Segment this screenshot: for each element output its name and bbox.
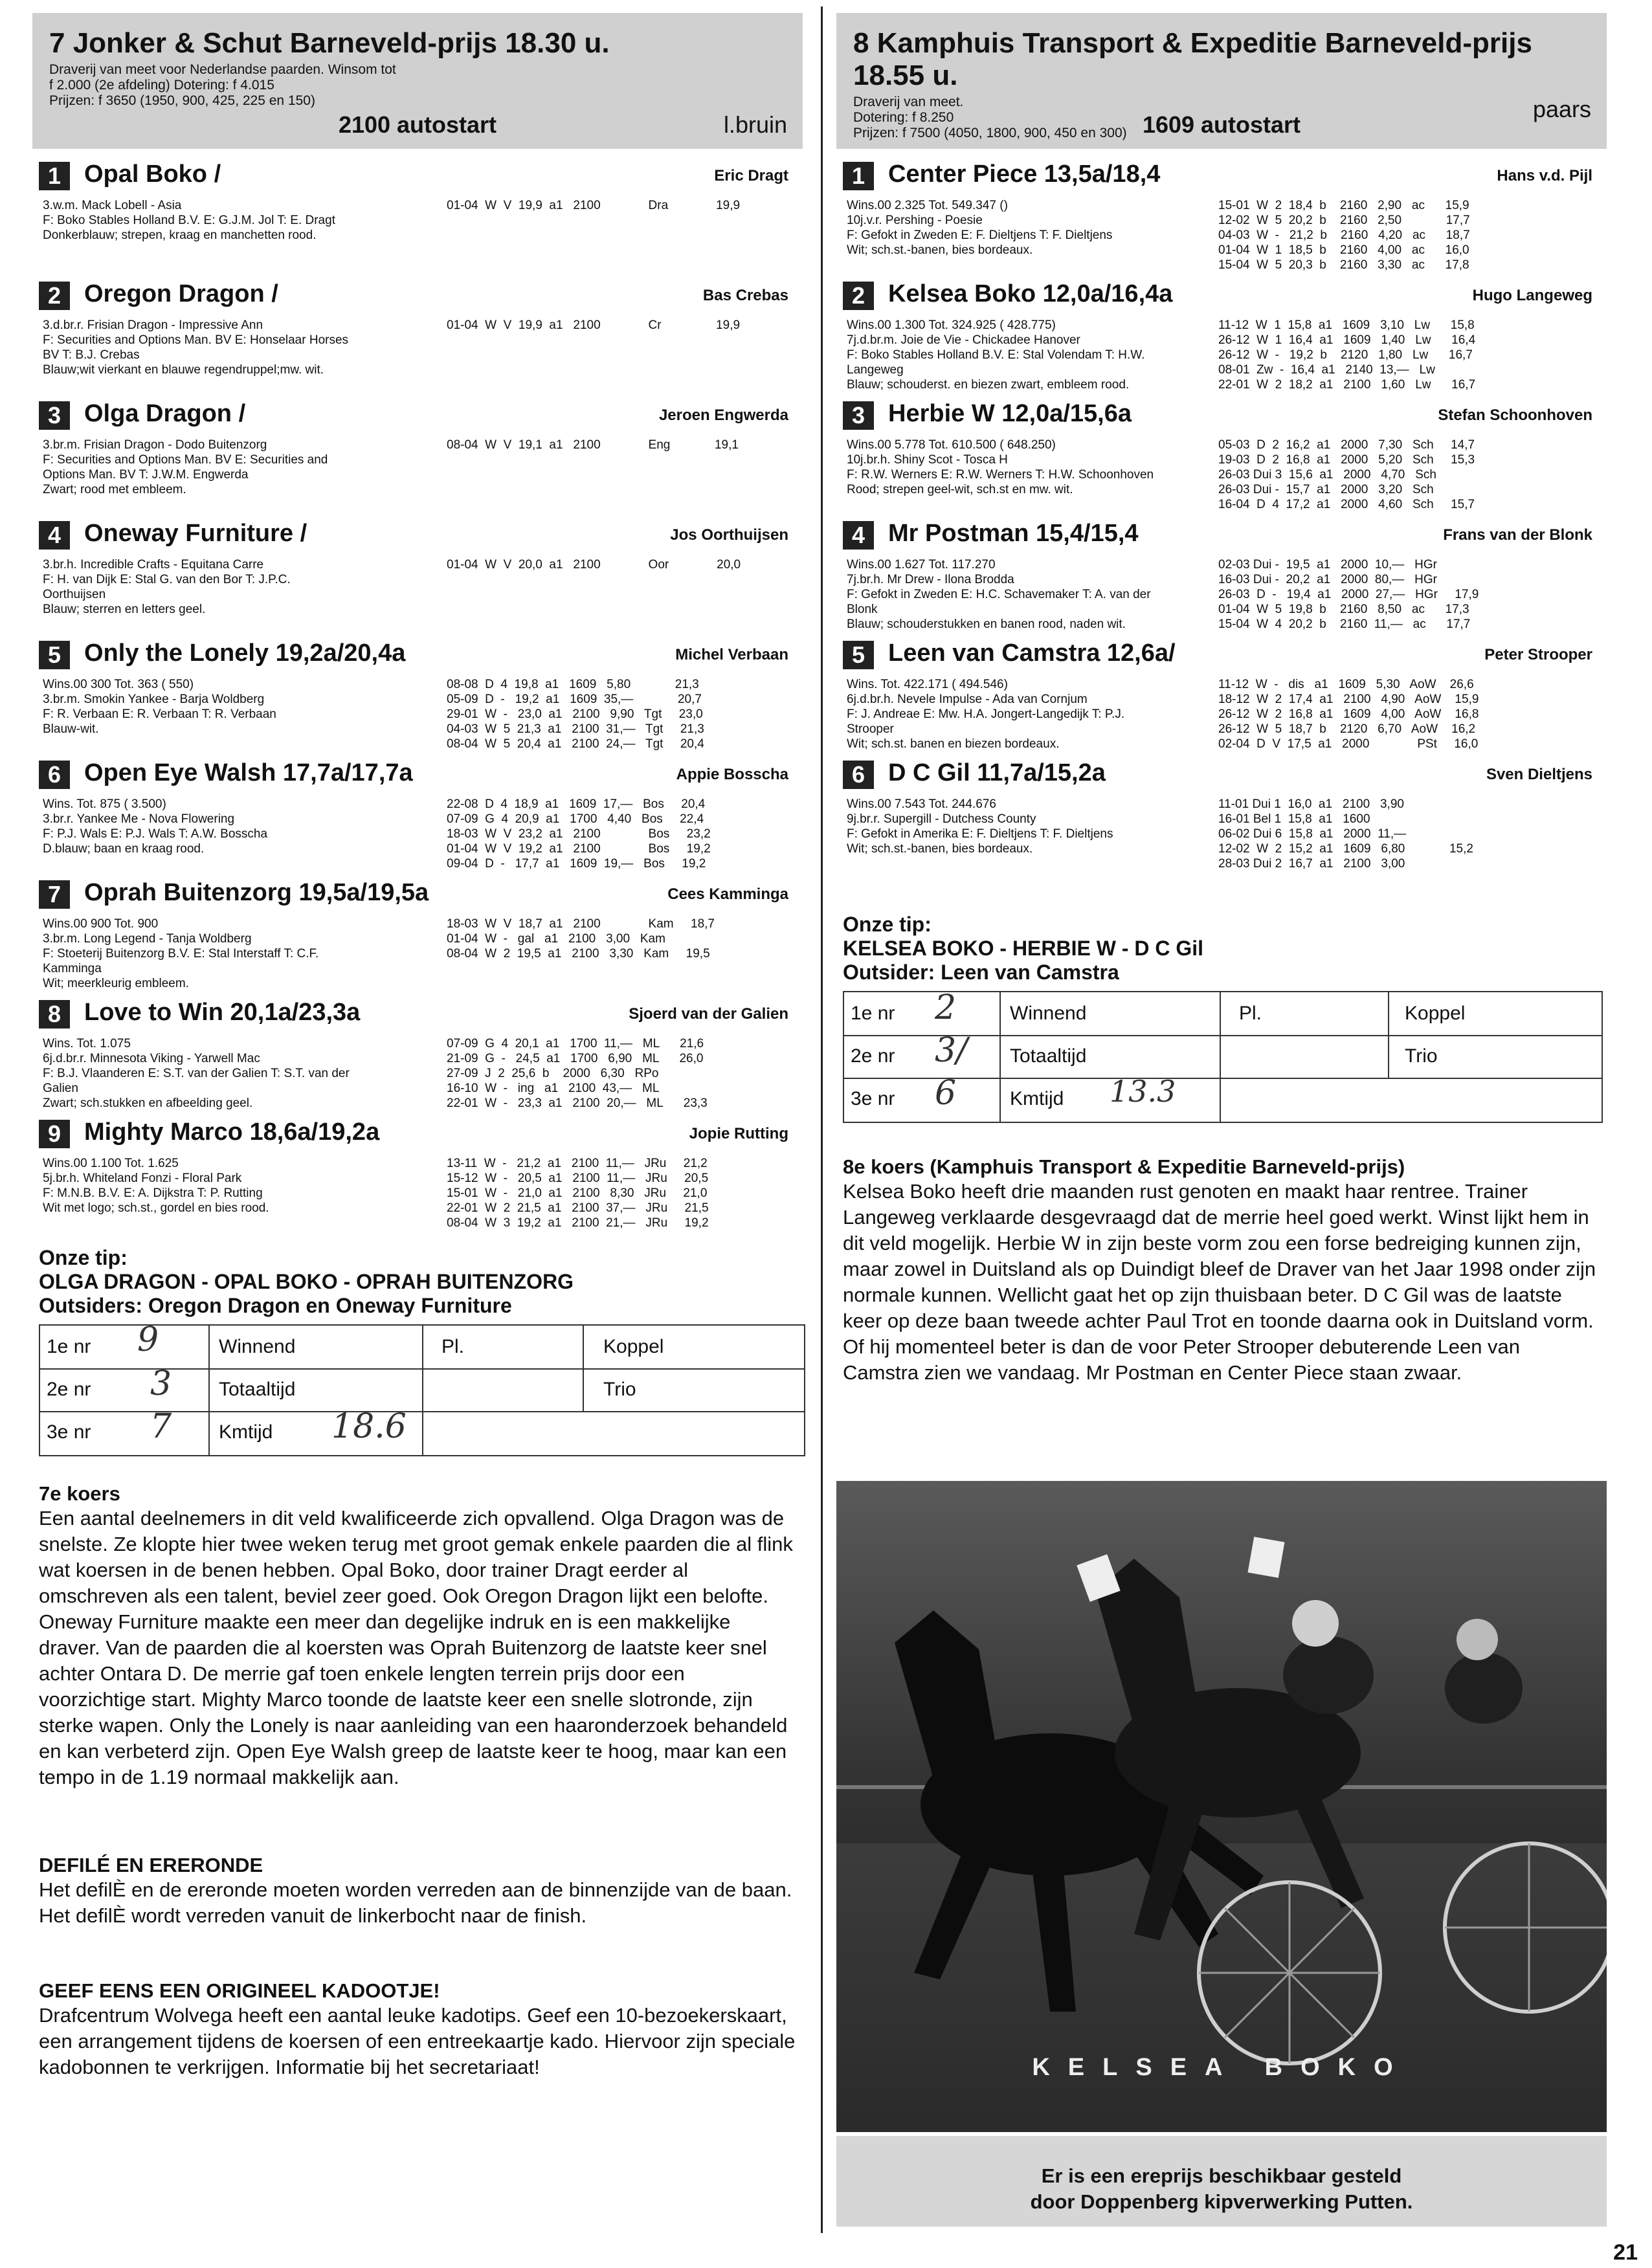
race-history-row: 26-12 W 1 16,4 a1 1609 1,40 Lw 16,4: [1218, 333, 1476, 347]
horse-race-history: [447, 1036, 708, 1111]
horse-name: Opal Boko /: [84, 161, 221, 188]
harness-race-illustration: [836, 1481, 1607, 2132]
trainer-name: Eric Dragt: [714, 167, 788, 184]
tip-row-label: 1e nr: [47, 1336, 91, 1357]
race-history-row: 02-03 Dui - 19,5 a1 2000 10,— HGr: [1218, 558, 1437, 572]
race8-title: 8 Kamphuis Transport & Expeditie Barneveld-prijs 18.55 u.: [853, 27, 1532, 91]
article-title: 7e koers: [39, 1482, 120, 1505]
horse-entry: [32, 149, 803, 269]
horse-info-line: Rood; strepen geel-wit, sch.st en mw. wit.: [847, 483, 1073, 496]
horse-entry: [32, 748, 803, 871]
horse-info: [43, 677, 444, 737]
race-history-row: 26-03 Dui - 15,7 a1 2000 3,20 Sch: [1218, 483, 1434, 496]
trainer-name: Hugo Langeweg: [1472, 287, 1592, 304]
handwritten-entry: 3: [150, 1364, 172, 1403]
horse-race-history: [1218, 198, 1470, 272]
tip-pl-label: Pl.: [441, 1336, 465, 1357]
horse-info-line: Wins. Tot. 875 ( 3.500): [43, 797, 166, 811]
horse-info-line: F: Stoeterij Buitenzorg B.V. E: Stal Interstaff T: C.F.: [43, 947, 319, 961]
trainer-name: Michel Verbaan: [675, 646, 788, 663]
race-history-row: 16-04 D 4 17,2 a1 2000 4,60 Sch 15,7: [1218, 498, 1475, 511]
prize-line: Er is een ereprijs beschikbaar gesteld: [1041, 2164, 1402, 2187]
tip-title: Onze tip:: [843, 913, 932, 936]
race-history-row: 01-04 W V 19,9 a1 2100 Cr 19,9: [447, 318, 741, 332]
horse-info-line: 5j.br.h. Whiteland Fonzi - Floral Park: [43, 1172, 242, 1185]
horse-number: 4: [39, 521, 70, 550]
tip-outsiders: Outsiders: Oregon Dragon en Oneway Furniture: [39, 1294, 512, 1317]
horse-info-line: Blauw; sterren en letters geel.: [43, 603, 206, 616]
horse-info: [43, 557, 444, 617]
horse-race-history: [447, 438, 739, 452]
horse-race-history: [1218, 797, 1473, 871]
horse-info-line: Wit; sch.st.-banen, bies bordeaux.: [847, 842, 1033, 856]
horse-info: [43, 917, 444, 991]
horse-info-line: F: Boko Stables Holland B.V. E: Stal Volendam T: H.W.: [847, 348, 1145, 362]
horse-info-line: Options Man. BV T: J.W.M. Engwerda: [43, 468, 249, 482]
handwritten-entry: 7: [150, 1407, 172, 1446]
table-line: [583, 1326, 584, 1412]
tip-row-label: 3e nr: [851, 1088, 895, 1109]
horse-number: 9: [39, 1120, 70, 1148]
race7-color: l.bruin: [723, 111, 787, 138]
horse-race-history: [1218, 557, 1479, 632]
horse-info-line: Wins.00 900 Tot. 900: [43, 917, 159, 931]
race-history-row: 12-02 W 2 15,2 a1 1609 6,80 15,2: [1218, 842, 1473, 856]
horse-info-line: F: P.J. Wals E: P.J. Wals T: A.W. Bosscha: [43, 827, 268, 841]
race-history-row: 19-03 D 2 16,8 a1 2000 5,20 Sch 15,3: [1218, 453, 1475, 467]
race8-article: [836, 1155, 1607, 1386]
handwritten-entry: 6: [935, 1074, 957, 1113]
race-history-row: 16-03 Dui - 20,2 a1 2000 80,— HGr: [1218, 573, 1437, 586]
horse-info-line: Blonk: [847, 603, 878, 616]
horse-name: Oregon Dragon /: [84, 280, 278, 307]
horse-info: [847, 797, 1209, 856]
horse-info-line: Blauw;wit vierkant en blauwe regendruppel;mw. wit.: [43, 363, 324, 377]
tip-col-label: Totaaltijd: [219, 1379, 296, 1400]
race7-distance: 2100 autostart: [338, 111, 497, 138]
race-history-row: 01-04 W V 19,2 a1 2100 Bos 19,2: [447, 842, 711, 856]
horse-info-line: Oorthuijsen: [43, 588, 106, 601]
handwritten-entry: 13.3: [1110, 1074, 1176, 1109]
race-history-row: 05-03 D 2 16,2 a1 2000 7,30 Sch 14,7: [1218, 438, 1475, 452]
horse-entry: [836, 149, 1607, 272]
race7-article: [32, 1482, 803, 1790]
race-history-row: 26-03 D - 19,4 a1 2000 27,— HGr 17,9: [1218, 588, 1479, 601]
horse-info-line: 9j.br.r. Supergill - Dutchess County: [847, 812, 1036, 826]
trainer-name: Sjoerd van der Galien: [629, 1005, 788, 1023]
horse-name: Mighty Marco 18,6a/19,2a: [84, 1118, 380, 1146]
horse-name: Open Eye Walsh 17,7a/17,7a: [84, 759, 413, 786]
race-history-row: 05-09 D - 19,2 a1 1609 35,— 20,7: [447, 693, 702, 706]
horse-info-line: F: M.N.B. B.V. E: A. Dijkstra T: P. Rutting: [43, 1186, 263, 1200]
table-line: [1220, 992, 1221, 1122]
race-history-row: 15-01 W 2 18,4 b 2160 2,90 ac 15,9: [1218, 199, 1469, 212]
horse-info-line: Wins.00 1.627 Tot. 117.270: [847, 558, 996, 572]
horse-info: [43, 797, 444, 856]
horse-entry: [32, 508, 803, 628]
horse-info: [43, 1156, 444, 1216]
horse-info-line: 3.br.m. Frisian Dragon - Dodo Buitenzorg: [43, 438, 267, 452]
race8-info-line: Dotering: f 8.250: [853, 110, 954, 125]
tip-col-label: Totaaltijd: [1010, 1045, 1087, 1067]
horse-name: Herbie W 12,0a/15,6a: [888, 400, 1132, 427]
race-history-row: 16-01 Bel 1 15,8 a1 1600: [1218, 812, 1370, 826]
horse-info-line: D.blauw; baan en kraag rood.: [43, 842, 205, 856]
horse-race-history: [1218, 438, 1475, 512]
horse-name: Mr Postman 15,4/15,4: [888, 520, 1139, 547]
race7-horse-list: [32, 149, 803, 1230]
horse-info-line: Blauw; schouderstukken en banen rood, naden wit.: [847, 617, 1126, 631]
horse-entry: [836, 628, 1607, 751]
race-photo: [836, 1481, 1607, 2132]
race-history-row: 22-01 W 2 21,5 a1 2100 37,— JRu 21,5: [447, 1201, 709, 1215]
kado-section: [32, 1979, 803, 2080]
horse-info-line: 3.d.br.r. Frisian Dragon - Impressive Ann: [43, 318, 263, 332]
horse-info-line: 3.br.r. Yankee Me - Nova Flowering: [43, 812, 235, 826]
race8-distance: 1609 autostart: [1142, 111, 1301, 138]
table-line: [422, 1326, 423, 1455]
trainer-name: Hans v.d. Pijl: [1497, 167, 1592, 184]
race-history-row: 09-04 D - 17,7 a1 1609 19,— Bos 19,2: [447, 857, 706, 871]
race-history-row: 01-04 W - gal a1 2100 3,00 Kam: [447, 932, 665, 946]
race-history-row: 28-03 Dui 2 16,7 a1 2100 3,00: [1218, 857, 1405, 871]
trainer-name: Stefan Schoonhoven: [1438, 406, 1592, 424]
horse-number: 4: [843, 521, 874, 550]
race-history-row: 26-12 W 2 16,8 a1 1609 4,00 AoW 16,8: [1218, 707, 1479, 721]
horse-info-line: 3.br.m. Smokin Yankee - Barja Woldberg: [43, 693, 265, 706]
trainer-name: Jeroen Engwerda: [658, 406, 788, 424]
race7-info-line: f 2.000 (2e afdeling) Dotering: f 4.015: [49, 78, 274, 93]
horse-info: [847, 318, 1209, 392]
race-history-row: 21-09 G - 24,5 a1 1700 6,90 ML 26,0: [447, 1052, 704, 1065]
horse-info-line: 6j.d.br.r. Minnesota Viking - Yarwell Mac: [43, 1052, 260, 1065]
horse-race-history: [447, 318, 740, 333]
race7-header: [32, 13, 803, 149]
race-history-row: 11-12 W - dis a1 1609 5,30 AoW 26,6: [1218, 678, 1474, 691]
horse-info: [43, 318, 444, 377]
race-history-row: 11-01 Dui 1 16,0 a1 2100 3,90: [1218, 797, 1404, 811]
tip-row-label: 1e nr: [851, 1003, 895, 1024]
race7-info-line: Prijzen: f 3650 (1950, 900, 425, 225 en 150): [49, 93, 315, 108]
race-history-row: 22-01 W - 23,3 a1 2100 20,— ML 23,3: [447, 1096, 708, 1110]
table-line: [208, 1326, 210, 1455]
race-history-row: 26-03 Dui 3 15,6 a1 2000 4,70 Sch: [1218, 468, 1436, 482]
horse-info-line: F: Securities and Options Man. BV E: Honselaar Horses: [43, 333, 349, 347]
horse-info-line: Wins.00 5.778 Tot. 610.500 ( 648.250): [847, 438, 1056, 452]
horse-info-line: Strooper: [847, 722, 894, 736]
horse-info-line: F: J. Andreae E: Mw. H.A. Jongert-Langedijk T: P.J.: [847, 707, 1125, 721]
horse-info: [43, 1036, 444, 1111]
kado-body: Drafcentrum Wolvega heeft een aantal leuke kadotips. Geef een 10-bezoekerskaart, een arrangement tijdens de koersen of een entreekaartje kado. Hiervoor zijn speciale kadobonnen te verkrijgen. Informatie bij het secretariaat!: [39, 2004, 796, 2078]
horse-info-line: Wit met logo; sch.st., gordel en bies rood.: [43, 1201, 269, 1215]
horse-info: [847, 557, 1209, 632]
race-history-row: 07-09 G 4 20,9 a1 1700 4,40 Bos 22,4: [447, 812, 704, 826]
tip-koppel-label: Koppel: [603, 1336, 664, 1357]
horse-number: 6: [843, 761, 874, 789]
prize-line: door Doppenberg kipverwerking Putten.: [1030, 2190, 1413, 2213]
tip-row-label: 2e nr: [851, 1045, 895, 1067]
trainer-name: Peter Strooper: [1484, 646, 1592, 663]
horse-info-line: Zwart; sch.stukken en afbeelding geel.: [43, 1096, 253, 1110]
table-line: [999, 992, 1001, 1122]
horse-info: [847, 677, 1209, 751]
horse-info-line: Wins.00 7.543 Tot. 244.676: [847, 797, 996, 811]
race-history-row: 01-04 W V 19,9 a1 2100 Dra 19,9: [447, 199, 741, 212]
race-history-row: 26-12 W - 19,2 b 2120 1,80 Lw 16,7: [1218, 348, 1473, 362]
tip-col-label: Kmtijd: [1010, 1088, 1064, 1109]
horse-number: 7: [39, 880, 70, 909]
trainer-name: Frans van der Blonk: [1443, 526, 1592, 544]
horse-info: [43, 198, 444, 243]
tip-col-label: Winnend: [1010, 1003, 1087, 1024]
horse-info-line: Blauw; schouderst. en biezen zwart, embleem rood.: [847, 378, 1130, 392]
race-history-row: 18-03 W V 18,7 a1 2100 Kam 18,7: [447, 917, 715, 931]
horse-info-line: F: R. Verbaan E: R. Verbaan T: R. Verbaan: [43, 707, 276, 721]
kado-title: GEEF EENS EEN ORIGINEEL KADOOTJE!: [39, 1979, 440, 2002]
race-history-row: 27-09 J 2 25,6 b 2000 6,30 RPo: [447, 1067, 659, 1080]
handwritten-entry: 18.6: [331, 1407, 407, 1446]
horse-entry: [836, 388, 1607, 511]
horse-info: [847, 438, 1209, 497]
trainer-name: Jopie Rutting: [689, 1125, 788, 1142]
horse-info-line: Donkerblauw; strepen, kraag en manchetten rood.: [43, 228, 317, 242]
horse-info-line: F: Gefokt in Zweden E: F. Dieltjens T: F. Dieltjens: [847, 228, 1113, 242]
race-history-row: 15-04 W 4 20,2 b 2160 11,— ac 17,7: [1218, 617, 1471, 631]
horse-number: 8: [39, 1000, 70, 1028]
race8-horse-list: [836, 149, 1607, 871]
horse-race-history: [447, 198, 740, 213]
race-history-row: 22-08 D 4 18,9 a1 1609 17,— Bos 20,4: [447, 797, 706, 811]
horse-race-history: [447, 797, 711, 871]
race-history-row: 18-03 W V 23,2 a1 2100 Bos 23,2: [447, 827, 711, 841]
race-history-row: 06-02 Dui 6 15,8 a1 2000 11,—: [1218, 827, 1407, 841]
race8-column: [836, 0, 1607, 1386]
horse-name: Olga Dragon /: [84, 400, 246, 427]
race-history-row: 15-01 W - 21,0 a1 2100 8,30 JRu 21,0: [447, 1186, 708, 1200]
horse-name: Love to Win 20,1a/23,3a: [84, 999, 361, 1026]
article-body: Kelsea Boko heeft drie maanden rust genoten en maakt haar rentree. Trainer Langeweg verklaarde desgevraagd dat de merrie heel goed werkt. Winst lijkt hem in dit veld mogelijk. Herbie W in zijn beste vorm zou een forse bedreiging kunnen zijn, maar zowel in Duitsland als op Duindigt bleef de Draver van het Jaar 1998 onder zijn normale kunnen. Wellicht gaat het op zijn thuisbaan beter. D C Gil was de laatste keer op deze baan tweede achter Paul Trot en toonde daarna ook in Duitsland vorm. Of hij momenteel beter is dan de voor Peter Strooper debuterende Leen van Camstra zien we vandaag. Mr Postman en Center Piece staan zwaar.: [843, 1180, 1596, 1384]
horse-race-history: [447, 917, 715, 961]
page-number: 21: [1613, 2240, 1638, 2265]
horse-number: 1: [39, 162, 70, 190]
horse-number: 1: [843, 162, 874, 190]
race-history-row: 08-08 D 4 19,8 a1 1609 5,80 21,3: [447, 678, 699, 691]
race7-tip: [32, 1246, 803, 1456]
race-history-row: 04-03 W - 21,2 b 2160 4,20 ac 18,7: [1218, 228, 1470, 242]
horse-name: Only the Lonely 19,2a/20,4a: [84, 639, 406, 667]
tip-table: [843, 988, 1603, 1123]
race-history-row: 08-04 W 5 20,4 a1 2100 24,— Tgt 20,4: [447, 737, 704, 751]
tip-table: [39, 1320, 805, 1456]
race7-title: 7 Jonker & Schut Barneveld-prijs 18.30 u.: [49, 27, 610, 59]
horse-name: D C Gil 11,7a/15,2a: [888, 759, 1106, 786]
article-body: Een aantal deelnemers in dit veld kwalificeerde zich opvallend. Olga Dragon was de snelste. Ze klopte hier twee weken terug met groot gemak enkele paarden die al flink wat koersen in de benen hebben. Opal Boko, door trainer Dragt eerder al omschreven als een talent, beviel zeer goed. Ook Oregon Dragon lijkt een belofte. Oneway Furniture maakte een meer dan degelijke indruk en is een makkelijke draver. Van de paarden die al koersten was Oprah Buitenzorg de laatste keer snel achter Ontara D. De merrie gaf toen enkele lengten terrein prijs door een voorzichtige start. Mighty Marco toonde de laatste keer een snelle slotronde, zijn sterke wapen. Only the Lonely is naar aanleiding van een haaronderzoek behandeld en kan verbeterd zijn. Open Eye Walsh greep de laatste keer te hoog, maar kan een tempo in de 1.19 normaal makkelijk aan.: [39, 1507, 793, 1788]
race-history-row: 26-12 W 5 18,7 b 2120 6,70 AoW 16,2: [1218, 722, 1476, 736]
race-history-row: 01-04 W V 20,0 a1 2100 Oor 20,0: [447, 558, 741, 572]
race7-info-line: Draverij van meet voor Nederlandse paarden. Winsom tot: [49, 62, 396, 77]
horse-entry: [836, 748, 1607, 871]
race-history-row: 04-03 W 5 21,3 a1 2100 31,— Tgt 21,3: [447, 722, 704, 736]
horse-number: 3: [39, 401, 70, 430]
horse-info-line: Wit; meerkleurig embleem.: [43, 977, 189, 990]
race-history-row: 15-12 W - 20,5 a1 2100 11,— JRu 20,5: [447, 1172, 709, 1185]
horse-info-line: Blauw-wit.: [43, 722, 99, 736]
horse-info-line: Galien: [43, 1082, 78, 1095]
horse-info-line: BV T: B.J. Crebas: [43, 348, 140, 362]
horse-entry: [32, 867, 803, 990]
horse-info-line: F: Gefokt in Zweden E: H.C. Schavemaker T: A. van der: [847, 588, 1151, 601]
horse-info-line: F: Securities and Options Man. BV E: Securities and: [43, 453, 328, 467]
horse-entry: [32, 269, 803, 388]
race7-info: [49, 62, 541, 109]
race-history-row: 16-10 W - ing a1 2100 43,— ML: [447, 1082, 660, 1095]
tip-trio-label: Trio: [603, 1379, 636, 1400]
horse-info-line: F: Gefokt in Amerika E: F. Dieltjens T: F. Dieltjens: [847, 827, 1113, 841]
horse-race-history: [447, 557, 741, 572]
race-history-row: 08-04 W V 19,1 a1 2100 Eng 19,1: [447, 438, 739, 452]
horse-info-line: 7j.br.h. Mr Drew - Ilona Brodda: [847, 573, 1014, 586]
horse-info-line: 3.br.m. Long Legend - Tanja Woldberg: [43, 932, 252, 946]
handwritten-entry: 9: [137, 1320, 159, 1359]
horse-info-line: Kamminga: [43, 962, 102, 975]
horse-info-line: F: B.J. Vlaanderen E: S.T. van der Galien T: S.T. van der: [43, 1067, 350, 1080]
horse-info-line: Langeweg: [847, 363, 904, 377]
horse-info-line: 6j.d.br.h. Nevele Impulse - Ada van Cornjum: [847, 693, 1088, 706]
horse-info-line: 10j.v.r. Pershing - Poesie: [847, 214, 983, 227]
defile-body: Het defilÈ en de ereronde moeten worden verreden aan de binnenzijde van de baan. Het defilÈ wordt verreden vanuit de linkerbocht naar de finish.: [39, 1878, 792, 1927]
prize-notice: [836, 2136, 1607, 2227]
horse-info-line: Wins.00 1.100 Tot. 1.625: [43, 1157, 179, 1170]
race8-color: paars: [1532, 96, 1591, 122]
horse-entry: [836, 508, 1607, 631]
trainer-name: Bas Crebas: [702, 287, 788, 304]
race-history-row: 08-04 W 3 19,2 a1 2100 21,— JRu 19,2: [447, 1216, 709, 1230]
trainer-name: Cees Kamminga: [667, 885, 788, 903]
handwritten-entry: 3/: [935, 1031, 968, 1070]
race-history-row: 18-12 W 2 17,4 a1 2100 4,90 AoW 15,9: [1218, 693, 1479, 706]
tip-row-label: 2e nr: [47, 1379, 91, 1400]
table-line: [1388, 992, 1389, 1079]
race-history-row: 13-11 W - 21,2 a1 2100 11,— JRu 21,2: [447, 1157, 708, 1170]
race-history-row: 12-02 W 5 20,2 b 2160 2,50 17,7: [1218, 214, 1470, 227]
horse-number: 2: [843, 282, 874, 310]
race-history-row: 07-09 G 4 20,1 a1 1700 11,— ML 21,6: [447, 1037, 704, 1051]
horse-info: [847, 198, 1209, 258]
horse-info-line: Wins. Tot. 1.075: [43, 1037, 131, 1051]
horse-name: Leen van Camstra 12,6a/: [888, 639, 1176, 667]
horse-info-line: 3.br.h. Incredible Crafts - Equitana Carre: [43, 558, 264, 572]
tip-pl-label: Pl.: [1239, 1003, 1262, 1024]
horse-name: Oprah Buitenzorg 19,5a/19,5a: [84, 879, 429, 906]
trainer-name: Sven Dieltjens: [1486, 766, 1592, 783]
race-history-row: 29-01 W - 23,0 a1 2100 9,90 Tgt 23,0: [447, 707, 703, 721]
horse-race-history: [447, 677, 704, 751]
horse-entry: [32, 1107, 803, 1230]
article-title: 8e koers (Kamphuis Transport & Expeditie Barneveld-prijs): [843, 1155, 1405, 1178]
tip-title: Onze tip:: [39, 1246, 128, 1269]
race-history-row: 08-04 W 2 19,5 a1 2100 3,30 Kam 19,5: [447, 947, 710, 961]
horse-name: Center Piece 13,5a/18,4: [888, 161, 1161, 188]
race-history-row: 02-04 D V 17,5 a1 2000 PSt 16,0: [1218, 737, 1479, 751]
race8-header: [836, 13, 1607, 149]
race-history-row: 01-04 W 1 18,5 b 2160 4,00 ac 16,0: [1218, 243, 1469, 257]
tip-trio-label: Trio: [1405, 1045, 1438, 1067]
horse-info-line: Wit; sch.st. banen en biezen bordeaux.: [847, 737, 1060, 751]
horse-number: 3: [843, 401, 874, 430]
column-divider: [821, 6, 823, 2233]
defile-section: [32, 1854, 803, 1929]
tip-outsiders: Outsider: Leen van Camstra: [843, 961, 1119, 984]
horse-number: 5: [843, 641, 874, 669]
race-history-row: 22-01 W 2 18,2 a1 2100 1,60 Lw 16,7: [1218, 378, 1476, 392]
tip-col-label: Winnend: [219, 1336, 296, 1357]
horse-info-line: F: H. van Dijk E: Stal G. van den Bor T: J.P.C.: [43, 573, 291, 586]
horse-race-history: [1218, 318, 1475, 392]
tip-picks: KELSEA BOKO - HERBIE W - D C Gil: [843, 937, 1204, 960]
horse-info-line: 7j.d.br.m. Joie de Vie - Chickadee Hanover: [847, 333, 1080, 347]
horse-info-line: F: Boko Stables Holland B.V. E: G.J.M. Jol T: E. Dragt: [43, 214, 335, 227]
defile-title: DEFILÉ EN ERERONDE: [39, 1854, 263, 1876]
race-history-row: 01-04 W 5 19,8 b 2160 8,50 ac 17,3: [1218, 603, 1469, 616]
race8-tip: [836, 913, 1607, 1123]
race-history-row: 11-12 W 1 15,8 a1 1609 3,10 Lw 15,8: [1218, 318, 1475, 332]
tip-koppel-label: Koppel: [1405, 1003, 1466, 1024]
horse-info-line: Wins.00 2.325 Tot. 549.347 (): [847, 199, 1008, 212]
horse-info-line: Wins.00 300 Tot. 363 ( 550): [43, 678, 194, 691]
tip-col-label: Kmtijd: [219, 1421, 273, 1443]
race-history-row: 08-01 Zw - 16,4 a1 2140 13,— Lw: [1218, 363, 1435, 377]
horse-info-line: 10j.br.h. Shiny Scot - Tosca H: [847, 453, 1008, 467]
horse-info-line: Zwart; rood met embleem.: [43, 483, 186, 496]
photo-caption: KELSEA BOKO: [1032, 2054, 1411, 2081]
horse-number: 2: [39, 282, 70, 310]
trainer-name: Jos Oorthuijsen: [670, 526, 788, 544]
tip-row-label: 3e nr: [47, 1421, 91, 1443]
handwritten-entry: 2: [935, 988, 957, 1027]
horse-info: [43, 438, 444, 497]
horse-entry: [836, 269, 1607, 392]
horse-number: 6: [39, 761, 70, 789]
horse-entry: [32, 628, 803, 751]
horse-name: Kelsea Boko 12,0a/16,4a: [888, 280, 1173, 307]
horse-info-line: F: R.W. Werners E: R.W. Werners T: H.W. Schoonhoven: [847, 468, 1154, 482]
horse-info-line: 3.w.m. Mack Lobell - Asia: [43, 199, 182, 212]
race8-info-line: Prijzen: f 7500 (4050, 1800, 900, 450 en 300): [853, 126, 1127, 140]
horse-info-line: Wins. Tot. 422.171 ( 494.546): [847, 678, 1008, 691]
horse-info-line: Wins.00 1.300 Tot. 324.925 ( 428.775): [847, 318, 1056, 332]
tip-picks: OLGA DRAGON - OPAL BOKO - OPRAH BUITENZORG: [39, 1270, 574, 1293]
trainer-name: Appie Bosscha: [676, 766, 788, 783]
horse-entry: [32, 987, 803, 1110]
horse-info-line: Wit; sch.st.-banen, bies bordeaux.: [847, 243, 1033, 257]
horse-race-history: [1218, 677, 1479, 751]
horse-number: 5: [39, 641, 70, 669]
race7-column: [32, 0, 803, 2080]
race-history-row: 15-04 W 5 20,3 b 2160 3,30 ac 17,8: [1218, 258, 1469, 272]
horse-race-history: [447, 1156, 709, 1230]
table-line: [844, 1078, 1602, 1079]
race8-info-line: Draverij van meet.: [853, 94, 964, 109]
horse-entry: [32, 388, 803, 508]
horse-name: Oneway Furniture /: [84, 520, 307, 547]
